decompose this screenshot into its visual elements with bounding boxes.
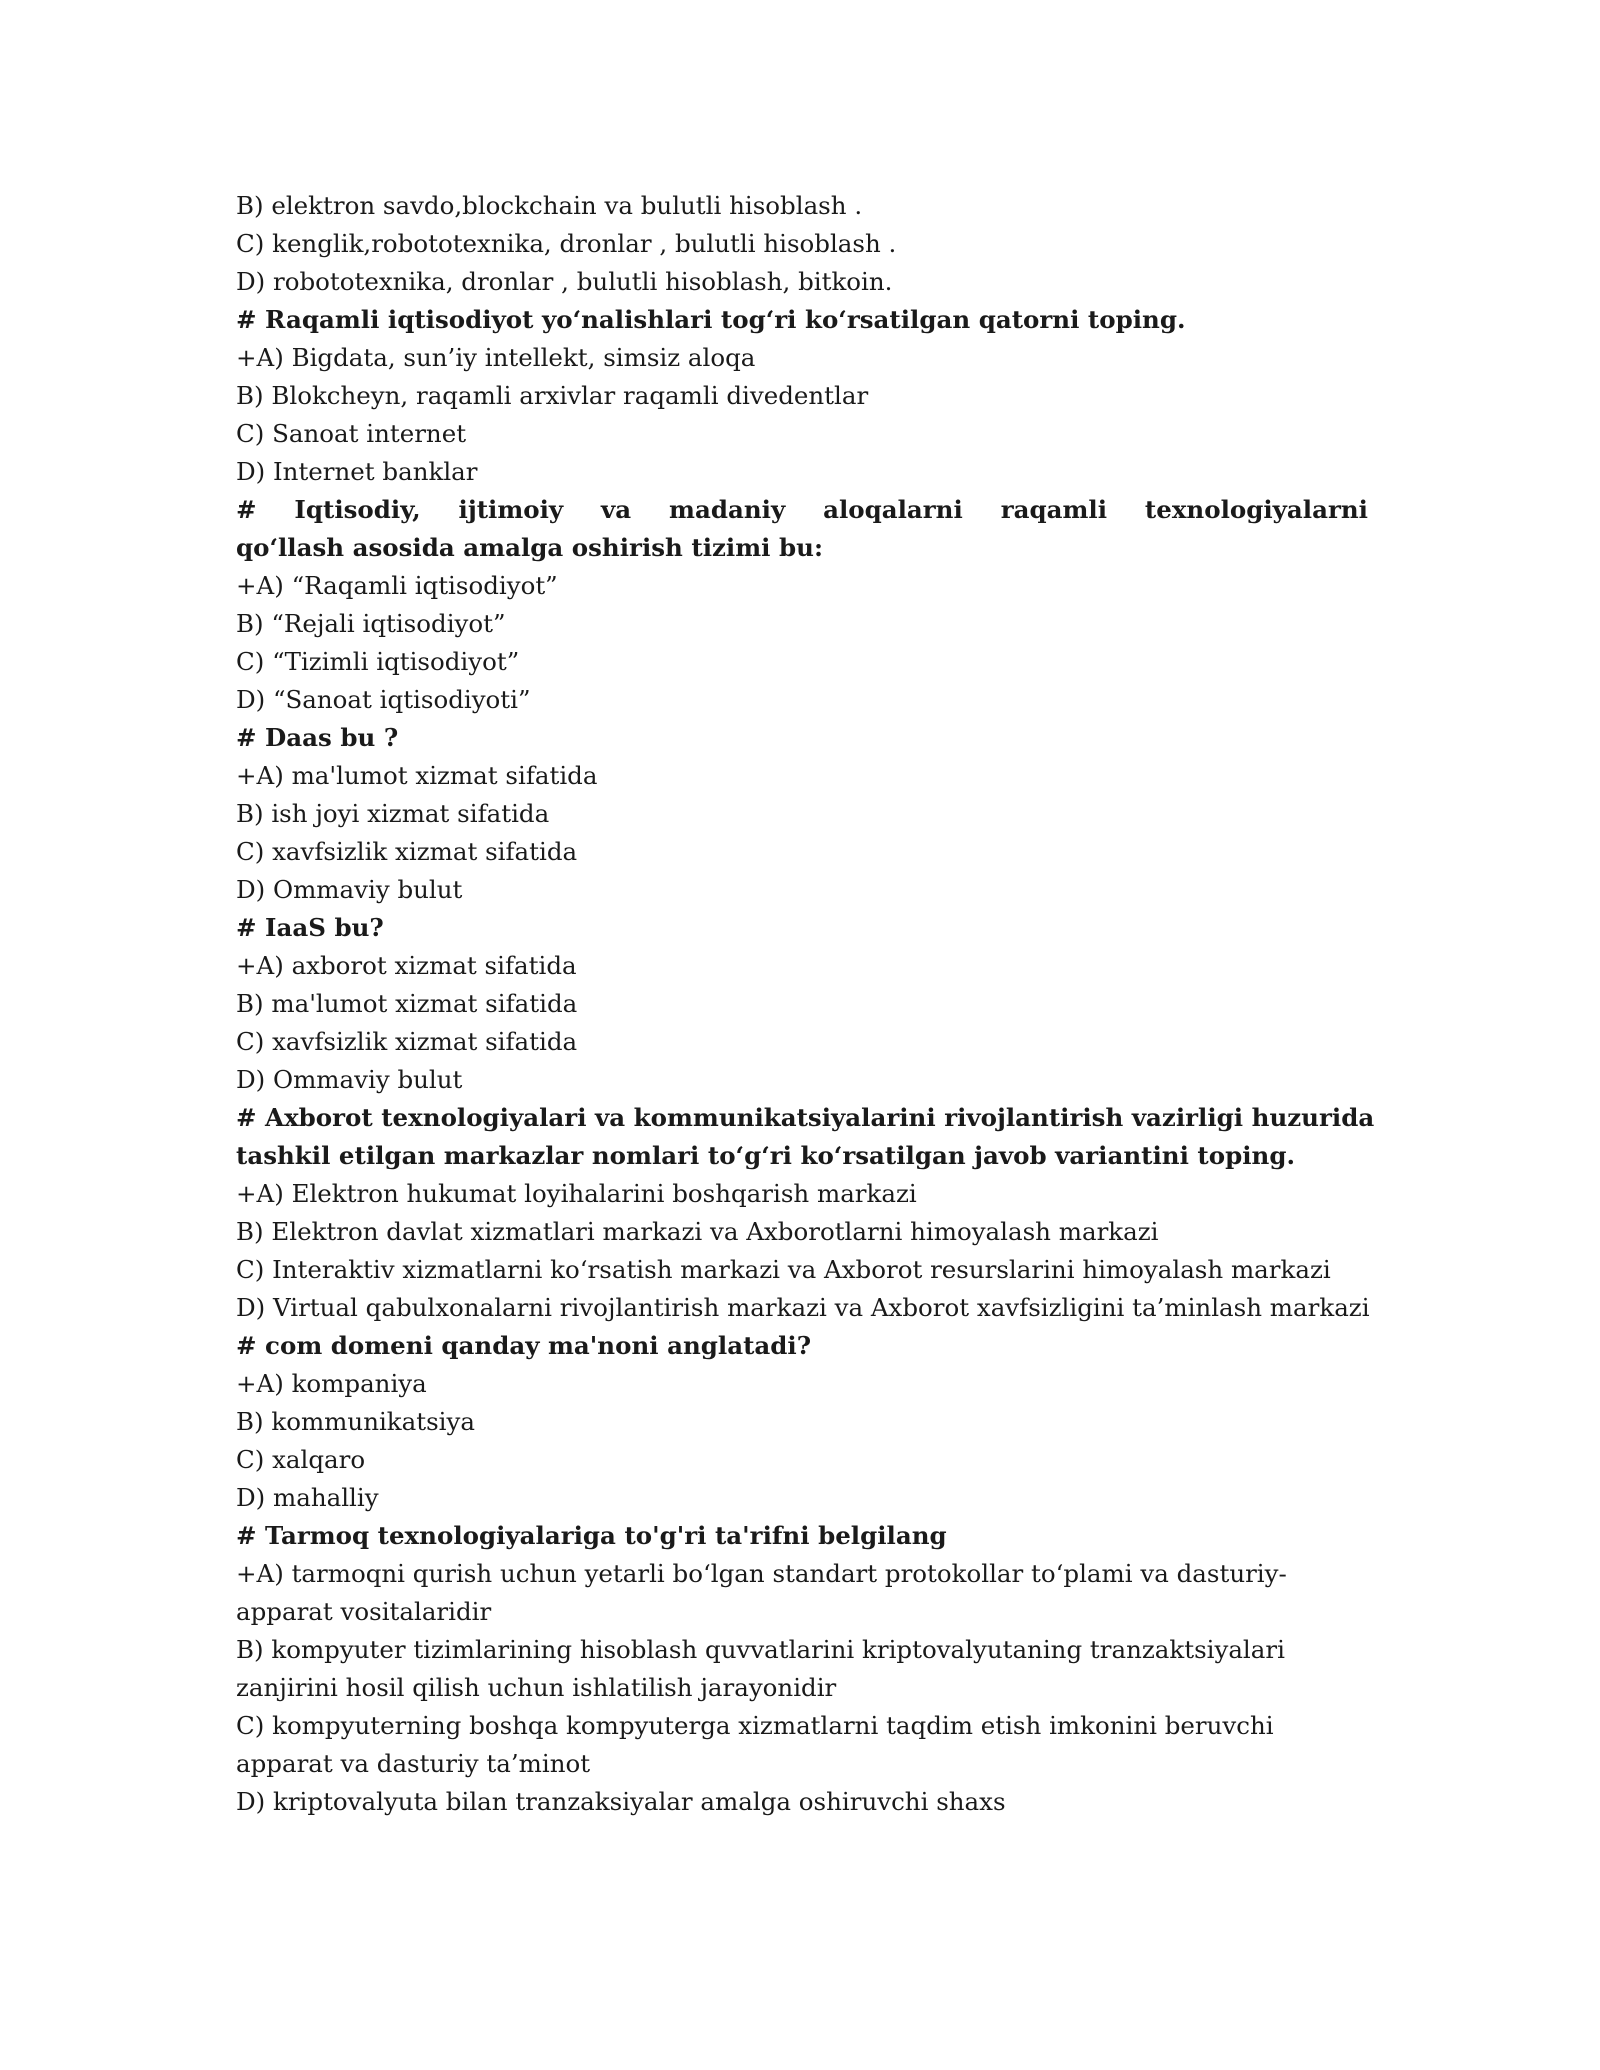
answer-option: +A) “Raqamli iqtisodiyot”	[236, 571, 558, 600]
answer-option: +A) Bigdata, sun’iy intellekt, simsiz aloqa	[236, 343, 756, 372]
answer-option: C) kompyuterning boshqa kompyuterga xizmatlarni taqdim etish imkonini beruvchi apparat va dasturiy ta’minot	[236, 1711, 1274, 1778]
question-heading: # Iqtisodiy, ijtimoiy va madaniy aloqalarni raqamli texnologiyalarni	[236, 495, 1368, 524]
question-heading: # Raqamli iqtisodiyot yo‘nalishlari tog‘ri ko‘rsatilgan qatorni toping.	[236, 305, 1186, 334]
answer-option: B) ma'lumot xizmat sifatida	[236, 989, 578, 1018]
question-heading: # Tarmoq texnologiyalariga to'g'ri ta'rifni belgilang	[236, 1521, 947, 1550]
answer-option: C) Interaktiv xizmatlarni ko‘rsatish markazi va Axborot resurslarini himoyalash markazi	[236, 1255, 1331, 1284]
answer-option: B) kommunikatsiya	[236, 1407, 475, 1436]
answer-option: +A) ma'lumot xizmat sifatida	[236, 761, 598, 790]
answer-option: B) kompyuter tizimlarining hisoblash quvvatlarini kriptovalyutaning tranzaktsiyalari zanjirini hosil qilish uchun ishlatilish jarayonidir	[236, 1635, 1285, 1702]
answer-option: D) Virtual qabulxonalarni rivojlantirish markazi va Axborot xavfsizligini ta’minlash markazi	[236, 1293, 1370, 1322]
answer-option: B) “Rejali iqtisodiyot”	[236, 609, 506, 638]
answer-option: D) Ommaviy bulut	[236, 1065, 463, 1094]
answer-option: D) robototexnika, dronlar , bulutli hisoblash, bitkoin.	[236, 267, 893, 296]
answer-option: C) “Tizimli iqtisodiyot”	[236, 647, 520, 676]
document-page	[236, 187, 1375, 1821]
answer-option: C) kenglik,robototexnika, dronlar , bulutli hisoblash .	[236, 229, 897, 258]
answer-option: B) ish joyi xizmat sifatida	[236, 799, 550, 828]
question-heading: # Daas bu ?	[236, 723, 399, 752]
answer-option: C) xavfsizlik xizmat sifatida	[236, 837, 578, 866]
answer-option: +A) tarmoqni qurish uchun yetarli bo‘lgan standart protokollar to‘plami va dasturiy-apparat vositalaridir	[236, 1559, 1287, 1626]
answer-option: C) xavfsizlik xizmat sifatida	[236, 1027, 578, 1056]
answer-option: D) “Sanoat iqtisodiyoti”	[236, 685, 531, 714]
answer-option: +A) kompaniya	[236, 1369, 427, 1398]
question-heading: # IaaS bu?	[236, 913, 384, 942]
answer-option: D) mahalliy	[236, 1483, 379, 1512]
question-heading: # com domeni qanday ma'noni anglatadi?	[236, 1331, 812, 1360]
answer-option: D) Ommaviy bulut	[236, 875, 463, 904]
answer-option: +A) axborot xizmat sifatida	[236, 951, 577, 980]
answer-option: B) Blokcheyn, raqamli arxivlar raqamli divedentlar	[236, 381, 869, 410]
answer-option: C) Sanoat internet	[236, 419, 467, 448]
answer-option: +A) Elektron hukumat loyihalarini boshqarish markazi	[236, 1179, 917, 1208]
answer-option: C) xalqaro	[236, 1445, 366, 1474]
question-heading-continued: qo‘llash asosida amalga oshirish tizimi bu:	[236, 533, 823, 562]
answer-option: B) Elektron davlat xizmatlari markazi va Axborotlarni himoyalash markazi	[236, 1217, 1159, 1246]
answer-option: B) elektron savdo,blockchain va bulutli hisoblash .	[236, 191, 863, 220]
question-heading-continued: tashkil etilgan markazlar nomlari to‘g‘ri ko‘rsatilgan javob variantini toping.	[236, 1141, 1296, 1170]
answer-option: D) kriptovalyuta bilan tranzaksiyalar amalga oshiruvchi shaxs	[236, 1787, 1006, 1816]
answer-option: D) Internet banklar	[236, 457, 478, 486]
question-heading: # Axborot texnologiyalari va kommunikatsiyalarini rivojlantirish vazirligi huzurida	[236, 1103, 1375, 1132]
